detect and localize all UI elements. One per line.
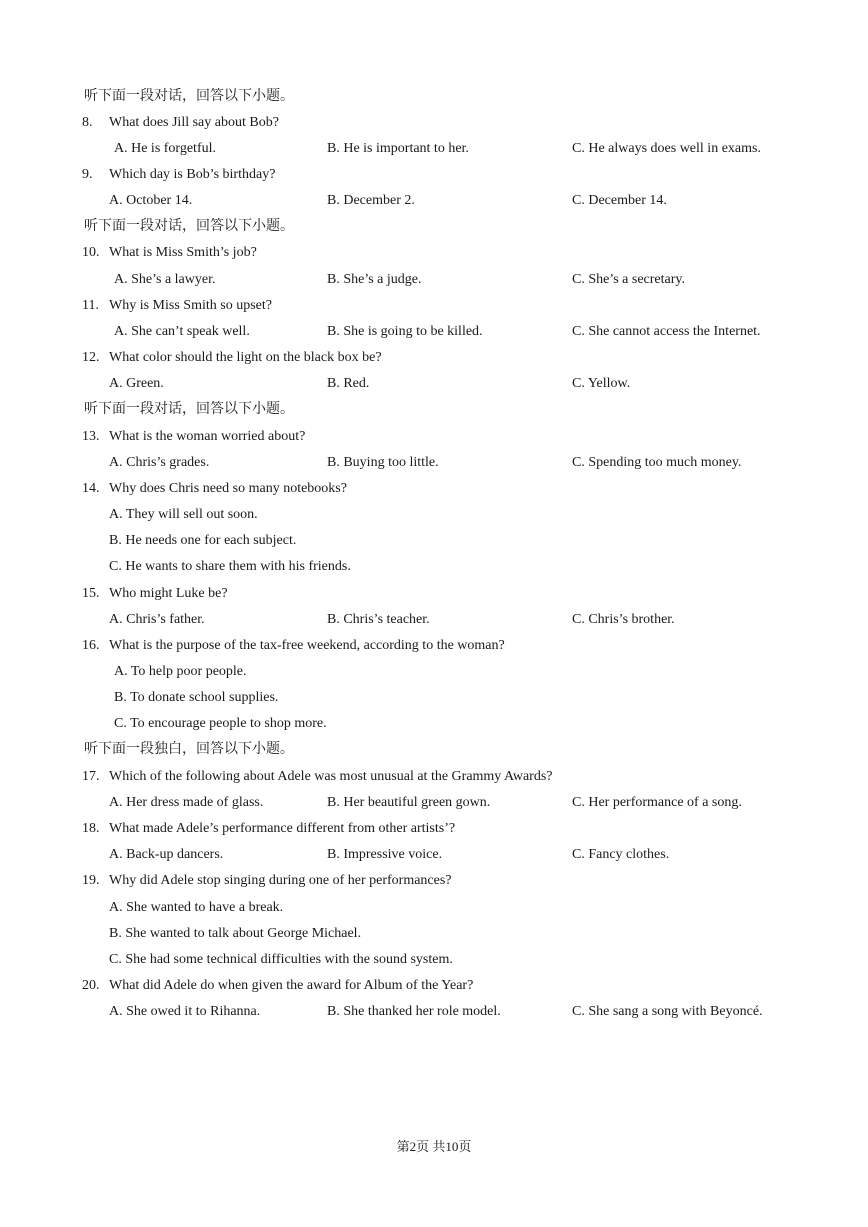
question-text: What is the woman worried about? [109,429,306,444]
option-a: A. She can’t speak well. [114,324,250,339]
section-instruction: 听下面一段对话，回答以下小题。 [84,89,294,104]
question-12 [82,349,382,367]
question-text: Which of the following about Adele was most unusual at the Grammy Awards? [109,769,553,784]
question-number: 19. [82,873,100,888]
question-text: Why is Miss Smith so upset? [109,298,272,313]
question-19 [82,872,452,890]
question-number: 12. [82,350,100,365]
question-14 [82,480,347,498]
option-b: B. December 2. [327,193,415,208]
option-a: A. October 14. [109,193,193,208]
option-c: C. Chris’s brother. [572,612,675,627]
option-b: B. Chris’s teacher. [327,612,430,627]
option-a: A. Chris’s grades. [109,455,210,470]
option-a: A. Her dress made of glass. [109,795,264,810]
question-text: What made Adele’s performance different from other artists’? [109,821,456,836]
question-text: What did Adele do when given the award for Album of the Year? [109,978,474,993]
option-b: B. Red. [327,376,370,391]
option-a: A. She owed it to Rihanna. [109,1004,261,1019]
question-20 [82,977,473,995]
question-text: Who might Luke be? [109,586,228,601]
question-number: 9. [82,167,93,182]
question-number: 16. [82,638,100,653]
question-text: What is the purpose of the tax-free weekend, according to the woman? [109,638,505,653]
option-c: C. She’s a secretary. [572,272,685,287]
question-number: 17. [82,769,100,784]
question-text: Why does Chris need so many notebooks? [109,481,347,496]
section-instruction: 听下面一段对话，回答以下小题。 [84,402,294,417]
question-number: 8. [82,115,93,130]
question-number: 20. [82,978,100,993]
question-text: What does Jill say about Bob? [109,115,279,130]
option-c: C. December 14. [572,193,667,208]
option-c: C. Her performance of a song. [572,795,742,810]
option-b: B. She is going to be killed. [327,324,483,339]
option-c: C. He always does well in exams. [572,141,761,156]
question-text: What is Miss Smith’s job? [109,245,257,260]
option-a: A. Back-up dancers. [109,847,224,862]
option-b: B. He needs one for each subject. [109,533,297,548]
option-a: A. They will sell out soon. [109,507,258,522]
section-instruction: 听下面一段独白，回答以下小题。 [84,742,294,757]
question-17 [82,768,553,786]
option-b: B. To donate school supplies. [114,690,279,705]
option-c: C. She had some technical difficulties with the sound system. [109,952,453,967]
option-b: B. Buying too little. [327,455,439,470]
question-number: 13. [82,429,100,444]
option-c: C. To encourage people to shop more. [114,716,327,731]
option-b: B. Her beautiful green gown. [327,795,491,810]
question-13 [82,428,305,446]
question-18 [82,820,455,838]
option-a: A. Chris’s father. [109,612,205,627]
option-c: C. She cannot access the Internet. [572,324,761,339]
option-a: A. To help poor people. [114,664,247,679]
option-c: C. Yellow. [572,376,631,391]
question-text: What color should the light on the black box be? [109,350,382,365]
option-c: C. He wants to share them with his friends. [109,559,351,574]
option-c: C. Spending too much money. [572,455,742,470]
question-text: Why did Adele stop singing during one of her performances? [109,873,452,888]
question-16 [82,637,505,655]
question-15 [82,585,228,603]
page-footer: 第2页 共10页 [396,1139,472,1154]
question-number: 15. [82,586,100,601]
option-a: A. He is forgetful. [114,141,216,156]
option-a: A. She’s a lawyer. [114,272,216,287]
question-11 [82,297,272,315]
option-a: A. Green. [109,376,164,391]
question-number: 11. [82,298,99,313]
question-number: 14. [82,481,100,496]
option-a: A. She wanted to have a break. [109,900,284,915]
question-9 [82,166,275,184]
question-text: Which day is Bob’s birthday? [109,167,276,182]
option-b: B. She wanted to talk about George Michael. [109,926,362,941]
option-c: C. She sang a song with Beyoncé. [572,1004,763,1019]
question-number: 10. [82,245,100,260]
option-b: B. She’s a judge. [327,272,422,287]
option-c: C. Fancy clothes. [572,847,670,862]
question-8 [82,114,279,132]
question-10 [82,244,257,262]
question-number: 18. [82,821,100,836]
option-b: B. She thanked her role model. [327,1004,501,1019]
option-b: B. He is important to her. [327,141,469,156]
section-instruction: 听下面一段对话，回答以下小题。 [84,219,294,234]
option-b: B. Impressive voice. [327,847,443,862]
